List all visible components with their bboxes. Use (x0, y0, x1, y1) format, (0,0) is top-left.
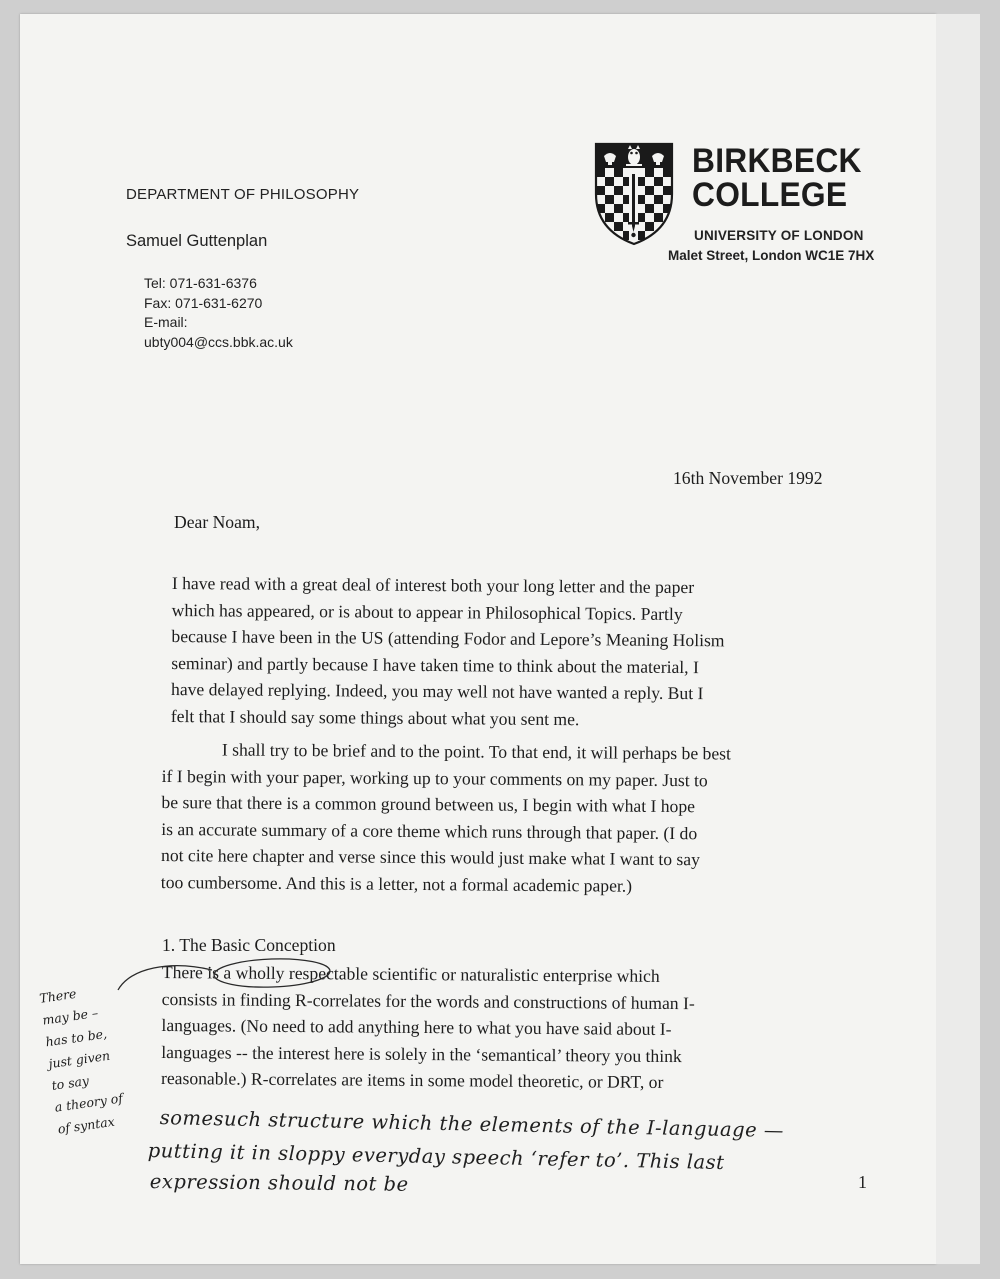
text-line: felt that I should say some things about what you sent me. (170, 705, 580, 729)
handwritten-circle-annotation (100, 950, 340, 1010)
margin-note-line: of syntax (56, 1113, 116, 1137)
text-line: if I begin with your paper, working up to your comments on my paper. Just to (161, 765, 708, 790)
university-name: UNIVERSITY OF LONDON (694, 228, 864, 243)
college-address: Malet Street, London WC1E 7HX (668, 248, 875, 263)
handwritten-line-3: expression should not be (149, 1170, 409, 1196)
text-line: I have read with a great deal of interest both your long letter and the paper (171, 572, 695, 598)
text-line: not cite here chapter and verse since this would just make what I want to say (160, 844, 701, 870)
handwritten-line-1: somesuch structure which the elements of the I-language — (159, 1106, 785, 1143)
college-name-line-2: COLLEGE (692, 176, 848, 214)
text-line: languages. (No need to add anything here to what you have said about I- (161, 1014, 672, 1040)
margin-note-line: a theory of (53, 1090, 124, 1115)
text-line: which has appeared, or is about to appear in Philosophical Topics. Partly (171, 599, 683, 624)
contact-email-label: E-mail: (144, 314, 188, 330)
margin-note-line: has to be, (44, 1025, 108, 1050)
section-heading: 1. The Basic Conception (162, 935, 336, 955)
text-line: too cumbersome. And this is a letter, not a formal academic paper.) (160, 871, 633, 896)
contact-block (144, 274, 293, 352)
text-line: seminar) and partly because I have taken time to think about the material, I (171, 652, 699, 677)
text-line: is an accurate summary of a core theme which runs through that paper. (I do (161, 818, 698, 843)
greeting: Dear Noam, (174, 512, 260, 532)
college-name-line-1: BIRKBECK (692, 142, 862, 180)
text-line: There is a wholly respectable scientific or naturalistic enterprise which (161, 961, 660, 986)
handwritten-line-2: putting it in sloppy everyday speech ‘refer to’. This last (147, 1139, 725, 1175)
college-name (692, 144, 862, 212)
text-line: because I have been in the US (attending Fodor and Lepore’s Meaning Holism (171, 625, 725, 651)
text-line: languages -- the interest here is solely in the ‘semantical’ theory you think (161, 1041, 682, 1066)
contact-phone: Tel: 071-631-6376 (144, 275, 257, 291)
page-number: 1 (858, 1172, 867, 1192)
text-line: be sure that there is a common ground between us, I begin with what I hope (161, 791, 696, 817)
margin-note-line: just given (47, 1047, 111, 1072)
paragraph-1 (171, 570, 862, 734)
paragraph-2 (161, 736, 862, 900)
margin-note-line: to say (50, 1072, 90, 1093)
letter-date: 16th November 1992 (673, 468, 823, 488)
contact-email: ubty004@ccs.bbk.ac.uk (144, 333, 293, 350)
text-line: consists in finding R-correlates for the words and constructions of human I- (161, 988, 695, 1013)
next-page-edge (936, 14, 980, 1264)
department-name: DEPARTMENT OF PHILOSOPHY (126, 186, 360, 203)
sender-name: Samuel Guttenplan (126, 232, 268, 250)
college-crest-icon (594, 142, 674, 246)
margin-note-line: may be – (41, 1004, 99, 1028)
text-line: I shall try to be brief and to the point. To that end, it will perhaps be best (221, 739, 732, 764)
text-line: reasonable.) R-correlates are items in some model theoretic, or DRT, or (160, 1067, 664, 1092)
margin-note-line: There (38, 985, 78, 1006)
text-line: have delayed replying. Indeed, you may well not have wanted a reply. But I (170, 678, 704, 704)
contact-fax: Fax: 071-631-6270 (144, 294, 263, 311)
